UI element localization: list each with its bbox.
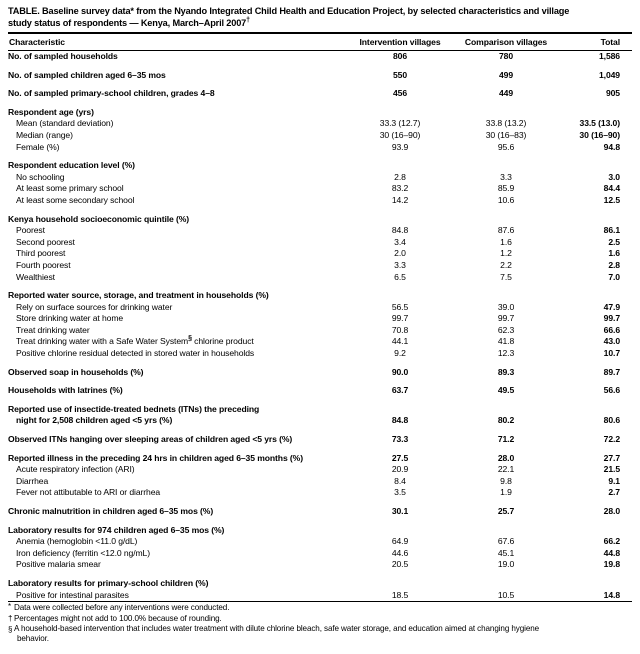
row-label: Observed ITNs hanging over sleeping areas of children aged <5 yrs (%) [8, 434, 293, 445]
baseline-survey-body [8, 51, 632, 601]
cell-comparison: 71.2 [497, 434, 515, 445]
cell-total: 2.7 [608, 487, 620, 498]
cell-intervention: 14.2 [391, 194, 409, 205]
footnote [8, 624, 632, 634]
table-row [8, 559, 632, 571]
cell-intervention: 90.0 [391, 366, 409, 377]
cell-comparison: 67.6 [497, 536, 515, 547]
row-label: Fever not attibutable to ARI or diarrhea [16, 487, 161, 498]
cell-total: 19.8 [603, 559, 620, 570]
table-row [8, 260, 632, 272]
row-spacer [8, 499, 632, 506]
row-label: Wealthiest [16, 271, 55, 282]
cell-comparison: 49.5 [497, 385, 515, 396]
table-title [8, 6, 632, 29]
cell-total: 21.5 [603, 464, 620, 475]
table-row [8, 476, 632, 488]
cell-intervention: 83.2 [391, 183, 409, 194]
cell-intervention: 806 [392, 51, 408, 61]
column-header-total: Total [600, 37, 620, 47]
row-label: Positive chlorine residual detected in stored water in households [16, 348, 255, 359]
cell-total: 10.7 [603, 348, 620, 359]
cell-intervention: 20.5 [391, 559, 409, 570]
footnote-marker: * [8, 602, 12, 612]
row-label: Iron deficiency (ferritin <12.0 ng/mL) [16, 547, 151, 558]
row-label: Store drinking water at home [16, 313, 124, 324]
cell-comparison: 28.0 [497, 452, 515, 463]
cell-comparison: 10.5 [497, 589, 515, 600]
cell-total: 27.7 [603, 452, 620, 463]
cell-intervention: 33.3 (12.7) [379, 118, 421, 129]
row-spacer [8, 283, 632, 290]
cell-intervention: 8.4 [394, 475, 406, 486]
row-spacer [8, 81, 632, 88]
table-row [8, 453, 632, 465]
cell-intervention: 44.6 [391, 547, 409, 558]
cell-comparison: 85.9 [497, 183, 515, 194]
row-label: No. of sampled children aged 6–35 mos [8, 69, 166, 80]
section-heading-row [8, 107, 632, 119]
table-row [8, 313, 632, 325]
footnote-marker: † [8, 613, 13, 623]
cell-total: 44.8 [603, 547, 620, 558]
table-row [8, 195, 632, 207]
cell-intervention: 3.3 [394, 259, 406, 270]
row-spacer [8, 397, 632, 404]
cell-comparison: 41.8 [497, 336, 515, 347]
table-row [8, 548, 632, 560]
row-label: Acute respiratory infection (ARI) [16, 464, 135, 475]
row-spacer [8, 427, 632, 434]
table-row [8, 367, 632, 379]
row-label: Positive malaria smear [16, 559, 101, 570]
row-label: Median (range) [16, 129, 73, 140]
cell-comparison: 780 [498, 51, 514, 61]
cell-intervention: 20.9 [391, 464, 409, 475]
row-spacer [8, 571, 632, 578]
cell-comparison: 1.6 [500, 236, 512, 247]
cell-comparison: 449 [498, 88, 514, 99]
table-row [8, 237, 632, 249]
row-label: Anemia (hemoglobin <11.0 g/dL) [16, 536, 138, 547]
cell-comparison: 62.3 [497, 324, 515, 335]
row-label: No. of sampled primary-school children, grades 4–8 [8, 88, 215, 99]
row-spacer [8, 378, 632, 385]
cell-total: 99.7 [603, 313, 620, 324]
row-label: Mean (standard deviation) [16, 118, 114, 129]
cell-intervention: 6.5 [394, 271, 406, 282]
cell-comparison: 99.7 [497, 313, 515, 324]
table-row [8, 70, 632, 82]
table-row [8, 385, 632, 397]
cell-intervention: 27.5 [391, 452, 409, 463]
footnote-text: Percentages might not add to 100.0% because of rounding. [14, 613, 222, 623]
cell-total: 80.6 [603, 415, 620, 426]
section-heading-row [8, 160, 632, 172]
cell-total: 14.8 [603, 589, 620, 600]
cell-comparison: 1.2 [500, 248, 512, 259]
cell-intervention: 3.4 [394, 236, 406, 247]
cell-comparison: 3.3 [500, 171, 512, 182]
cell-total: 94.8 [603, 141, 620, 152]
cell-intervention: 2.0 [394, 248, 406, 259]
row-label: Households with latrines (%) [8, 385, 123, 396]
row-label: At least some primary school [16, 183, 124, 194]
cell-total: 43.0 [603, 336, 620, 347]
table-row [8, 434, 632, 446]
cell-total: 84.4 [603, 183, 620, 194]
baseline-survey-table [8, 34, 632, 50]
cell-comparison: 12.3 [497, 348, 515, 359]
cell-comparison: 499 [498, 69, 514, 80]
row-label: Rely on surface sources for drinking water [16, 301, 173, 312]
table-bottom-rule [8, 601, 632, 602]
cell-intervention: 9.2 [394, 348, 406, 359]
table-header [8, 34, 632, 50]
row-label: No. of sampled households [8, 51, 118, 61]
cell-comparison: 80.2 [497, 415, 515, 426]
row-label: Fourth poorest [16, 259, 71, 270]
cell-total: 86.1 [603, 225, 620, 236]
table-row [8, 225, 632, 237]
cell-intervention: 93.9 [391, 141, 409, 152]
footnote-marker-section: § [188, 335, 192, 343]
row-label: Chronic malnutrition in children aged 6–35 mos (%) [8, 506, 214, 516]
cell-comparison: 95.6 [497, 141, 515, 152]
row-label: night for 2,508 children aged <5 yrs (%) [16, 415, 173, 426]
table-row [8, 487, 632, 499]
cell-total: 47.9 [603, 301, 620, 312]
cell-total: 1.6 [608, 248, 620, 259]
footnote-text: A household-based intervention that includes water treatment with dilute chlorine bleach, safe water storage, and education aimed at changing hygiene [14, 623, 540, 633]
row-label: Second poorest [16, 236, 75, 247]
cell-total: 66.2 [603, 536, 620, 547]
table-row [8, 51, 632, 63]
table-row [8, 302, 632, 314]
table-title-line2: study status of respondents — Kenya, March–April 2007 [8, 17, 247, 28]
cell-intervention: 56.5 [391, 301, 409, 312]
row-spacer [8, 446, 632, 453]
table-row [8, 183, 632, 195]
table-row [8, 325, 632, 337]
table-row [8, 536, 632, 548]
row-spacer [8, 63, 632, 70]
row-label: No schooling [16, 171, 65, 182]
cell-intervention: 63.7 [391, 385, 409, 396]
row-label: Third poorest [16, 248, 66, 259]
footnote-continuation: behavior. [17, 634, 49, 644]
column-header-intervention: Intervention villages [359, 37, 441, 47]
cell-intervention: 44.1 [391, 336, 409, 347]
cell-comparison: 25.7 [497, 506, 515, 516]
row-label: Female (%) [16, 141, 60, 152]
table-row [8, 142, 632, 154]
section-heading-label: Respondent age (yrs) [8, 106, 94, 117]
cell-intervention: 456 [392, 88, 408, 99]
table-row [8, 336, 632, 348]
row-label: Poorest [16, 225, 45, 236]
footnote-marker: § [8, 624, 13, 634]
cell-comparison: 30 (16–83) [485, 129, 527, 140]
table-row [8, 248, 632, 260]
section-heading-row [8, 525, 632, 537]
section-heading-label: Respondent education level (%) [8, 160, 135, 171]
cell-intervention: 3.5 [394, 487, 406, 498]
section-heading-label: Reported use of insectide-treated bednets (ITNs) the preceding [8, 403, 260, 414]
table-row [8, 172, 632, 184]
column-header-comparison: Comparison villages [464, 37, 548, 47]
cell-total: 2.5 [608, 236, 620, 247]
section-heading-label: Laboratory results for 974 children aged 6–35 mos (%) [8, 524, 225, 535]
cell-intervention: 73.3 [391, 434, 409, 445]
table-row [8, 415, 632, 427]
cell-comparison: 1.9 [500, 487, 512, 498]
row-label: Positive for intestinal parasites [16, 589, 129, 600]
cell-total: 56.6 [603, 385, 620, 396]
table-row [8, 506, 632, 518]
footnote-text: Data were collected before any interventions were conducted. [14, 603, 230, 613]
footnote [8, 614, 632, 624]
cell-comparison: 45.1 [497, 547, 515, 558]
cell-comparison: 10.6 [497, 194, 515, 205]
row-label: Observed soap in households (%) [8, 366, 144, 377]
cell-comparison: 9.8 [500, 475, 512, 486]
cell-intervention: 30.1 [391, 506, 409, 516]
cell-total: 12.5 [603, 194, 620, 205]
title-footnote-marker: † [246, 16, 250, 24]
cell-total: 1,049 [598, 69, 620, 80]
cell-total: 3.0 [608, 171, 620, 182]
cell-intervention: 99.7 [391, 313, 409, 324]
section-heading-row [8, 404, 632, 416]
cell-intervention: 550 [392, 69, 408, 80]
column-header-characteristic: Characteristic [9, 37, 65, 47]
cell-intervention: 70.8 [391, 324, 409, 335]
cell-comparison: 22.1 [497, 464, 515, 475]
row-label: Treat drinking water [16, 324, 90, 335]
section-heading-label: Reported water source, storage, and treatment in households (%) [8, 290, 269, 301]
cell-comparison: 19.0 [497, 559, 515, 570]
table-row [8, 88, 632, 100]
cell-total: 7.0 [608, 271, 620, 282]
row-spacer [8, 518, 632, 525]
row-spacer [8, 153, 632, 160]
cell-intervention: 2.8 [394, 171, 406, 182]
row-spacer [8, 360, 632, 367]
cell-intervention: 84.8 [391, 415, 409, 426]
table-row [8, 590, 632, 602]
section-heading-label: Laboratory results for primary-school children (%) [8, 577, 209, 588]
table-body [8, 51, 632, 601]
cell-intervention: 30 (16–90) [379, 129, 421, 140]
row-label: Diarrhea [16, 475, 49, 486]
cell-total: 72.2 [603, 434, 620, 445]
section-heading-row [8, 578, 632, 590]
cell-total: 30 (16–90) [579, 129, 620, 140]
row-label: Reported illness in the preceding 24 hrs in children aged 6–35 months (%) [8, 452, 303, 463]
section-heading-row [8, 214, 632, 226]
cell-intervention: 18.5 [391, 589, 409, 600]
row-spacer [8, 207, 632, 214]
cell-intervention: 84.8 [391, 225, 409, 236]
cell-comparison: 33.8 (13.2) [485, 118, 527, 129]
cell-total: 2.8 [608, 259, 620, 270]
row-label: Treat drinking water with a Safe Water System§ chlorine product [16, 335, 254, 347]
cell-total: 33.5 (13.0) [579, 118, 620, 129]
row-spacer [8, 100, 632, 107]
footnote [8, 603, 632, 613]
table-title-line1: TABLE. Baseline survey data* from the Nyando Integrated Child Health and Education Project, by selected characteristics and village [8, 6, 570, 16]
cell-total: 28.0 [603, 506, 620, 516]
table-row [8, 272, 632, 284]
cell-total: 905 [605, 88, 620, 99]
table-row [8, 464, 632, 476]
section-heading-row [8, 290, 632, 302]
cell-comparison: 87.6 [497, 225, 515, 236]
section-heading-label: Kenya household socioeconomic quintile (%) [8, 213, 190, 224]
cell-comparison: 7.5 [500, 271, 512, 282]
cell-comparison: 39.0 [497, 301, 515, 312]
table-footnotes [8, 603, 632, 645]
cell-total: 1,586 [598, 51, 620, 61]
cell-comparison: 89.3 [497, 366, 515, 377]
table-row [8, 348, 632, 360]
row-label: At least some secondary school [16, 194, 135, 205]
cell-total: 9.1 [608, 475, 620, 486]
table-row [8, 130, 632, 142]
cell-total: 66.6 [603, 324, 620, 335]
cell-intervention: 64.9 [391, 536, 409, 547]
table-header-row [8, 34, 632, 50]
table-row [8, 118, 632, 130]
cell-comparison: 2.2 [500, 259, 512, 270]
cell-total: 89.7 [603, 366, 620, 377]
